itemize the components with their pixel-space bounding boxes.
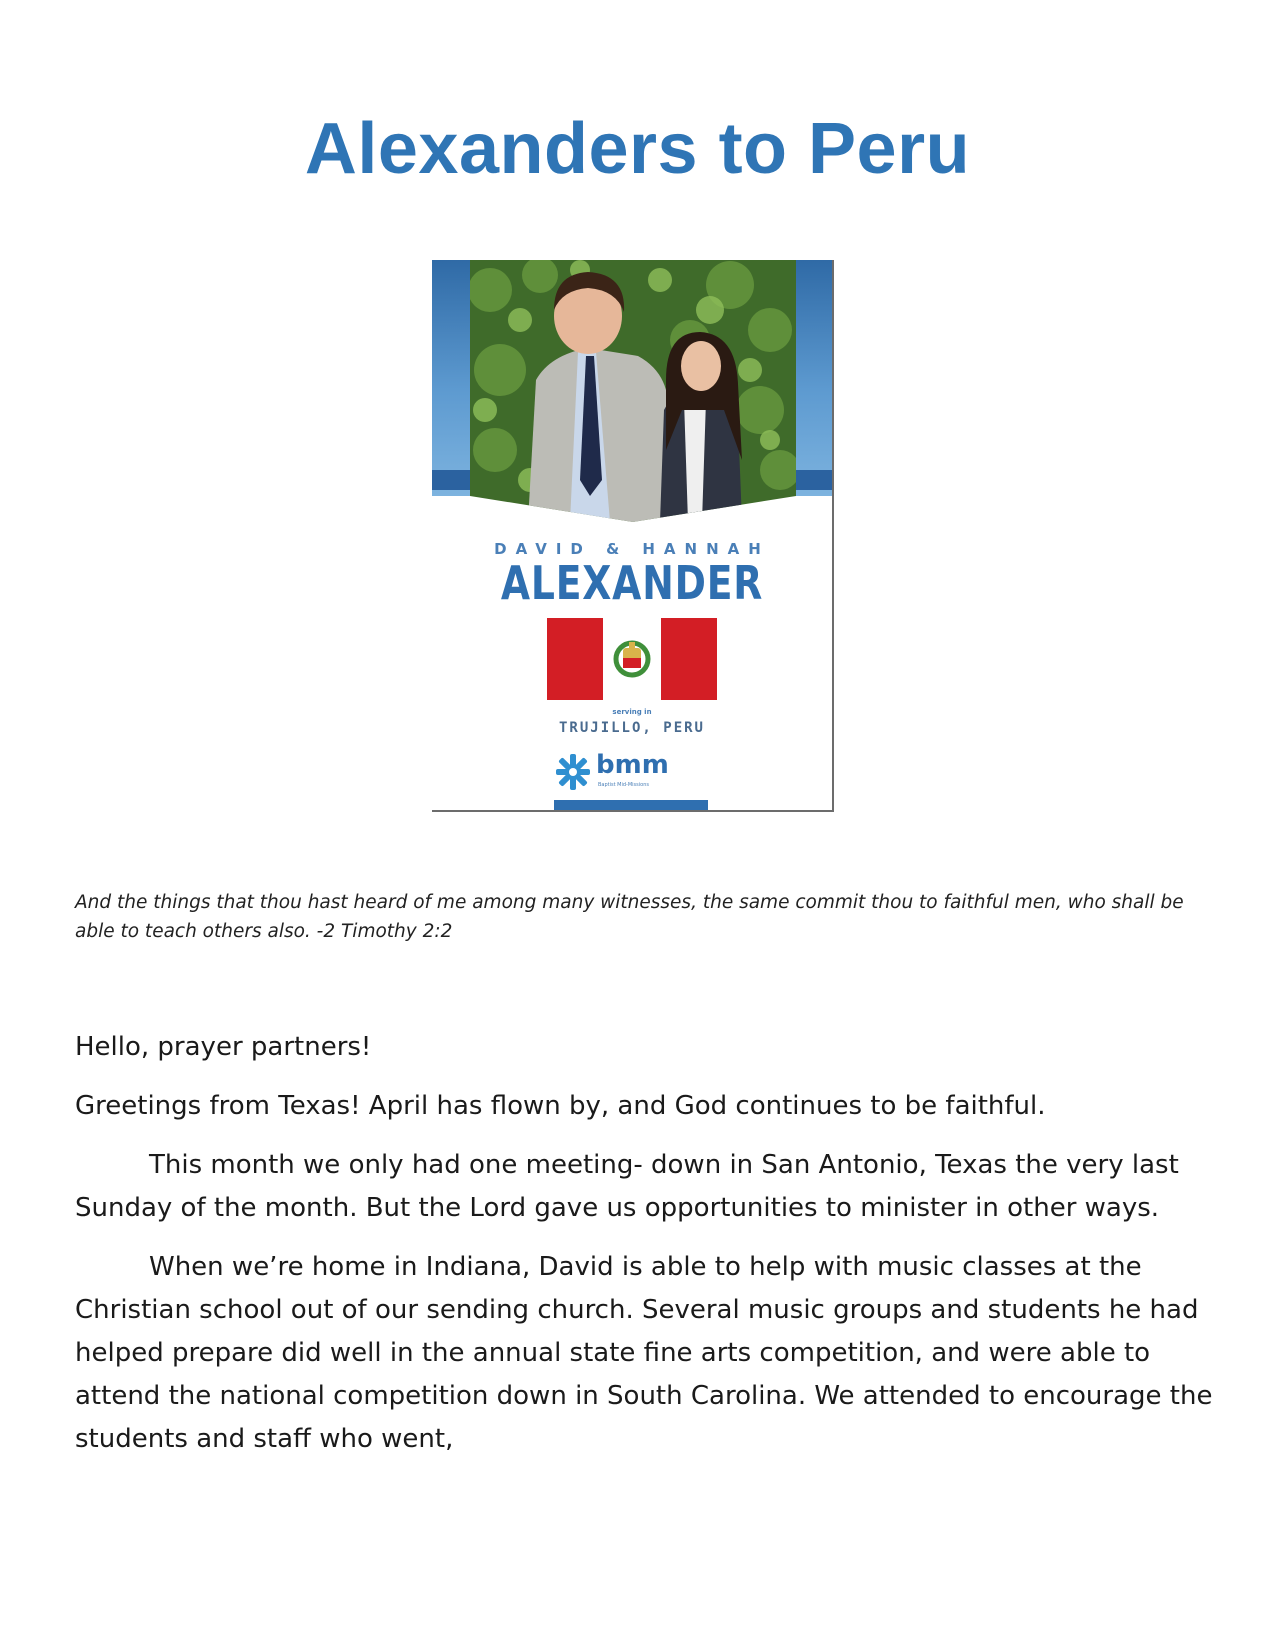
card-band-right bbox=[790, 470, 832, 490]
serving-label: serving in bbox=[612, 708, 652, 716]
card-side-panel-left bbox=[432, 260, 474, 496]
scripture-verse: And the things that thou hast heard of me among many witnesses, the same commit thou to faithful men, who shall be able to teach others also. -2 Timothy 2:2 bbox=[75, 892, 1184, 942]
card-surname: ALEXANDER bbox=[500, 556, 764, 610]
bmm-logo-icon bbox=[556, 752, 590, 792]
card-names: DAVID & HANNAH bbox=[494, 540, 770, 558]
letter-body bbox=[75, 1026, 1215, 1477]
paragraph-1: Greetings from Texas! April has flown by, and God continues to be faithful. bbox=[75, 1091, 1046, 1121]
couple-photo bbox=[470, 260, 796, 522]
peru-flag-icon bbox=[547, 618, 717, 700]
card-side-panel-right bbox=[790, 260, 832, 496]
paragraph-3: When we’re home in Indiana, David is able to help with music classes at the Christian school out of our sending church. Several music groups and students he had helped prepare did well in the annual state fine arts competition, and were able to attend the national competition down in South Carolina. We attended to encourage the students and staff who went, bbox=[75, 1252, 1213, 1454]
bmm-logo-text: bmm bbox=[596, 750, 669, 780]
bmm-logo-subtext: Baptist Mid-Missions bbox=[598, 782, 649, 788]
card-city: TRUJILLO, PERU bbox=[558, 720, 705, 736]
paragraph-2: This month we only had one meeting- down in San Antonio, Texas the very last Sunday of the month. But the Lord gave us opportunities to minister in other ways. bbox=[75, 1150, 1179, 1223]
card-band-left bbox=[432, 470, 474, 490]
greeting: Hello, prayer partners! bbox=[75, 1032, 372, 1062]
card-footer-bar bbox=[554, 800, 708, 812]
page-title: Alexanders to Peru bbox=[304, 109, 971, 189]
prayer-card bbox=[432, 260, 834, 812]
